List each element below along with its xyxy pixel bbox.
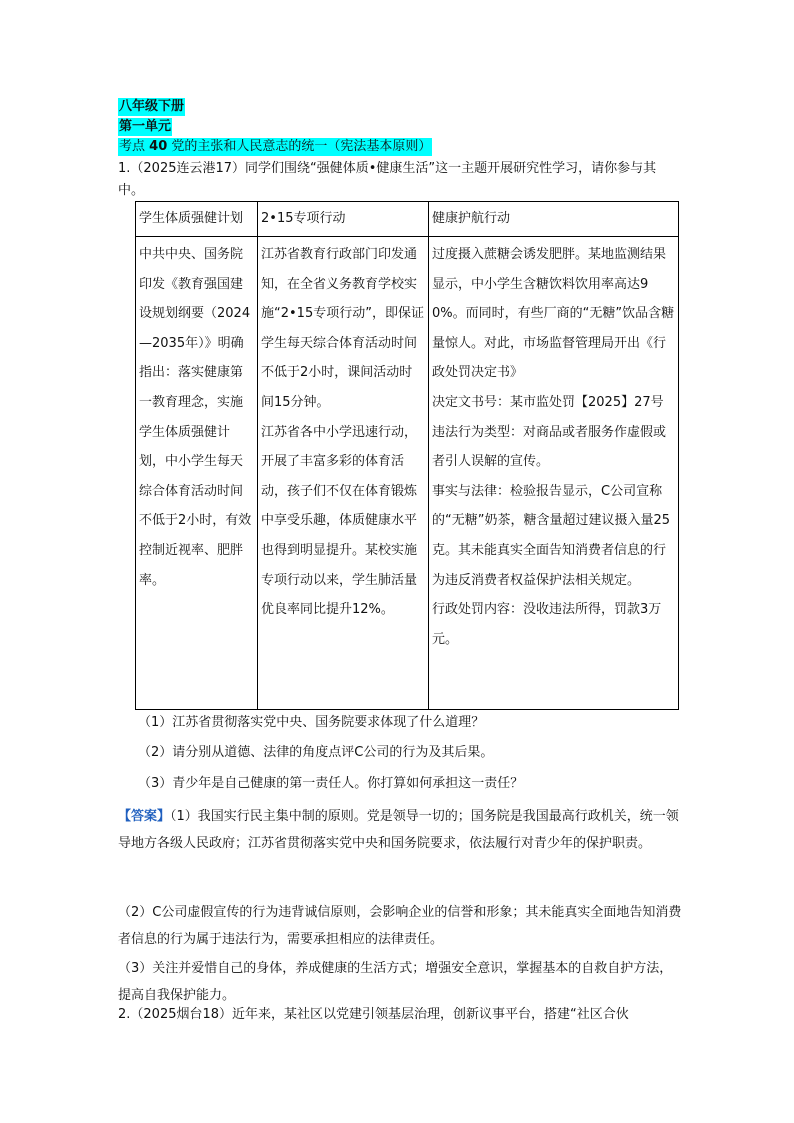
- sub-question-1: （1）江苏省贯彻落实党中央、国务院要求体现了什么道理？: [138, 715, 485, 730]
- material-table: [135, 201, 679, 710]
- question-2-stem: 2.（2025烟台18）近年来，某社区以党建引领基层治理，创新议事平台，搭建“社区合伙: [118, 1007, 629, 1022]
- table-cell-plan: 中共中央、国务院印发《教育强国建设规划纲要（2024—2035年）》明确指出：落实健康第一教育理念，实施学生体质强健计划，中小学生每天综合体育活动时间不低于2小时，有效控制近视率、肥胖率。: [136, 237, 258, 710]
- answer-3: （3）关注并爱惜自己的身体，养成健康的生活方式；增强安全意识，掌握基本的自救自护方法，提高自我保护能力。: [118, 961, 673, 1003]
- grade-heading: 八年级下册: [119, 99, 185, 114]
- topic-number: 40: [149, 139, 168, 154]
- health-paragraph-4: 事实与法律：检验报告显示，C公司宣称的“无糖”奶茶，糖含量超过建议摄入量25克。其未能真实全面告知消费者信息的行为违反消费者权益保护法相关规定。: [432, 483, 671, 588]
- topic-prefix: 考点: [119, 139, 146, 154]
- table-header-plan: 学生体质强健计划: [136, 202, 258, 237]
- answer-2: （2）C公司虚假宣传的行为违背诚信原则，会影响企业的信誉和形象；其未能真实全面地告知消费者信息的行为属于违法行为，需要承担相应的法律责任。: [118, 905, 682, 947]
- table-header-health: 健康护航行动: [429, 202, 679, 237]
- topic-title: 党的主张和人民意志的统一（宪法基本原则）: [171, 139, 432, 154]
- action-paragraph-2: 江苏省各中小学迅速行动，开展了丰富多彩的体育活动，孩子们不仅在体育锻炼中享受乐趣，体质健康水平也得到明显提升。某校实施专项行动以来，学生肺活量优良率同比提升12%。: [261, 424, 418, 618]
- topic-heading: [118, 138, 432, 156]
- sub-question-3: （3）青少年是自己健康的第一责任人。你打算如何承担这一责任？: [138, 776, 524, 791]
- unit-heading: 第一单元: [119, 119, 172, 134]
- question-1-stem: 1.（2025连云港17）同学们围绕“强健体质•健康生活”这一主题开展研究性学习，请你参与其中。: [118, 161, 657, 198]
- answer-1: 【答案】（1）我国实行民主集中制的原则。党是领导一切的；国务院是我国最高行政机关，统一领导地方各级人民政府；江苏省贯彻落实党中央和国务院要求，依法履行对青少年的保护职责。: [118, 809, 679, 851]
- answer-tag: 【答案】: [118, 809, 171, 824]
- health-paragraph-1: 过度摄入蔗糖会诱发肥胖。某地监测结果显示，中小学生含糖饮料饮用率高达90%。而同时，有些厂商的“无糖”饮品含糖量惊人。对此，市场监督管理局开出《行政处罚决定书》: [432, 247, 675, 381]
- table-cell-health: [429, 237, 679, 710]
- health-paragraph-2: 决定文书号：某市监处罚【2025】27号: [432, 394, 664, 410]
- table-cell-action: [258, 237, 429, 710]
- sub-question-2: （2）请分别从道德、法律的角度点评C公司的行为及其后果。: [138, 745, 494, 760]
- action-paragraph-1: 江苏省教育行政部门印发通知，在全省义务教育学校实施“2•15专项行动”，即保证学生每天综合体育活动时间不低于2小时，课间活动时间15分钟。: [261, 247, 424, 410]
- table-header-action: 2•15专项行动: [258, 202, 429, 237]
- health-paragraph-5: 行政处罚内容：没收违法所得，罚款3万元。: [432, 602, 662, 647]
- health-paragraph-3: 违法行为类型：对商品或者服务作虚假或者引人误解的宣传。: [432, 424, 667, 470]
